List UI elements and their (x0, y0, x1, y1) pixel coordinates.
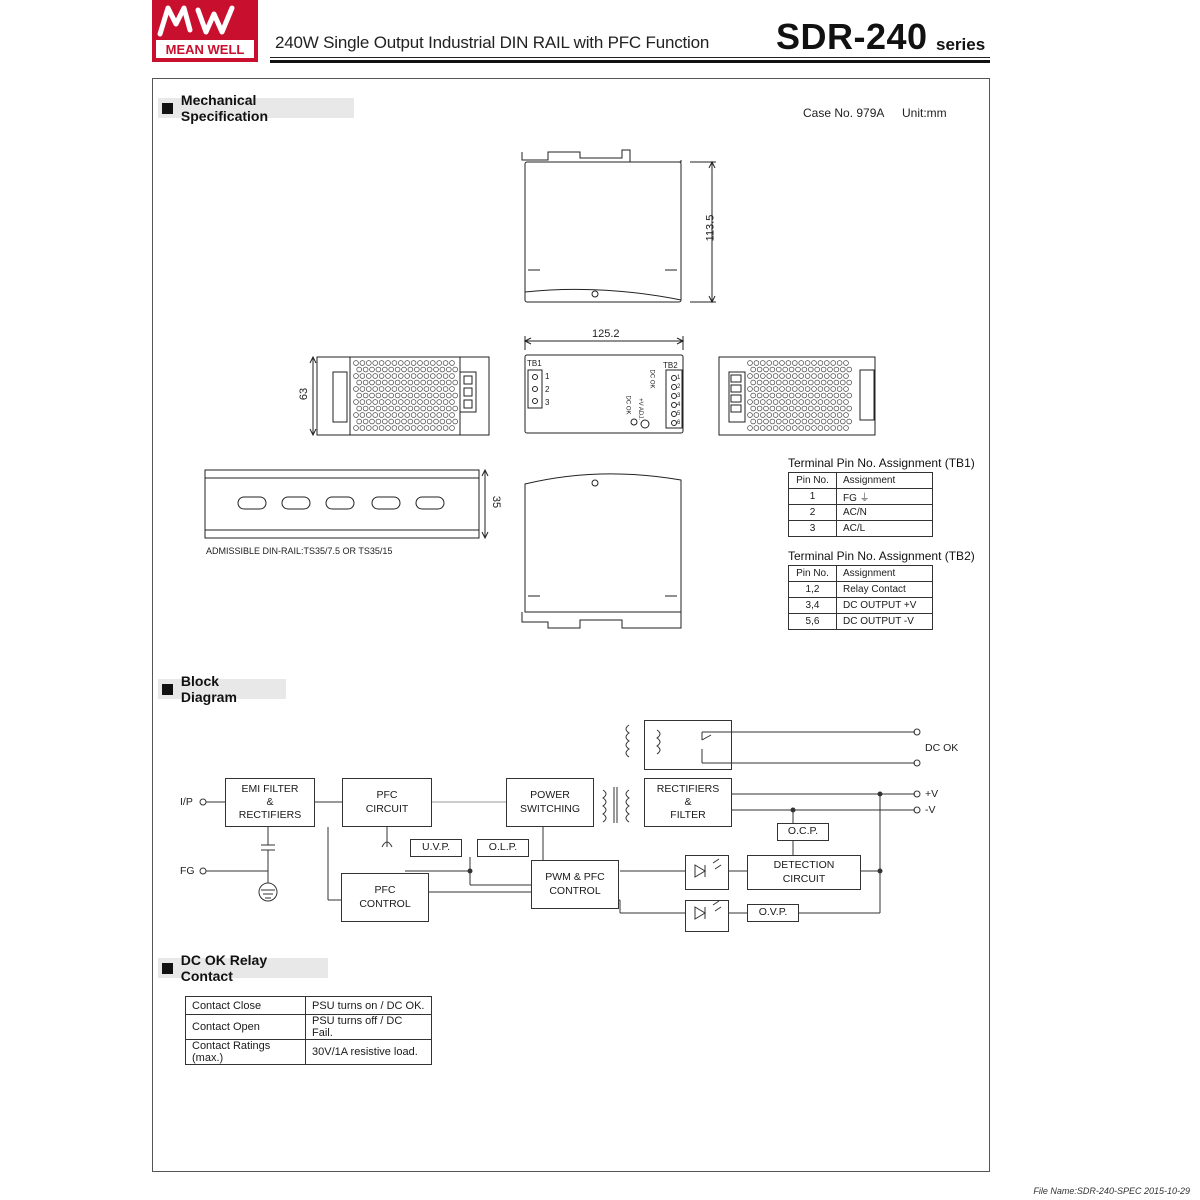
relay-section-heading: DC OK Relay Contact (158, 958, 328, 978)
tb2-header-assign: Assignment (837, 566, 933, 582)
input-label: I/P (180, 796, 193, 808)
relay-description: PSU turns on / DC OK. (306, 997, 432, 1015)
tb1-pin-2: 2 (545, 385, 550, 394)
relay-condition: Contact Ratings (max.) (186, 1040, 306, 1065)
mechanical-section-heading: Mechanical Specification (158, 98, 354, 118)
olp-block: O.L.P. (477, 839, 529, 857)
ovp-block: O.V.P. (747, 904, 799, 922)
table-row (789, 473, 933, 489)
relay-description: PSU turns off / DC Fail. (306, 1015, 432, 1040)
tb1-pin-1: 1 (545, 372, 550, 381)
table-row (789, 521, 933, 537)
minus-v-label: -V (925, 804, 936, 816)
tb2-table (788, 565, 933, 630)
table-row (789, 505, 933, 521)
model-title: SDR-240 (776, 16, 928, 57)
optocoupler-2 (685, 900, 729, 932)
tb1-assign-cell: AC/L (837, 521, 933, 537)
tb2-pin-cell: 1,2 (789, 582, 837, 598)
dim-width: 125.2 (592, 328, 620, 340)
tb2-assign-cell: Relay Contact (837, 582, 933, 598)
dim-depth: 63 (298, 387, 311, 401)
tb2-label: TB2 (663, 361, 678, 370)
unit-label: Unit:mm (902, 106, 947, 120)
ocp-block: O.C.P. (777, 823, 829, 841)
tb1-pin-cell: 2 (789, 505, 837, 521)
tb1-title: Terminal Pin No. Assignment (TB1) (788, 456, 975, 470)
tb1-assign-cell: FG ⏚ (837, 489, 933, 505)
table-row (186, 1015, 432, 1040)
power-switching-block: POWER SWITCHING (506, 778, 594, 827)
tb2-assign-cell: DC OUTPUT -V (837, 614, 933, 630)
dc-ok-led-label: DC OK (624, 395, 631, 415)
svg-text:MEAN WELL: MEAN WELL (165, 42, 245, 57)
plus-v-label: +V (925, 788, 939, 800)
rectifiers-filter-block: RECTIFIERS & FILTER (644, 778, 732, 827)
block-diagram-heading: Block Diagram (158, 679, 286, 699)
relay-table (185, 996, 432, 1065)
relay-description: 30V/1A resistive load. (306, 1040, 432, 1065)
pfc-circuit-block: PFC CIRCUIT (342, 778, 432, 827)
tb2-pin-1: 1 (677, 375, 681, 381)
tb2-pin-4: 4 (677, 402, 681, 408)
pfc-control-block: PFC CONTROL (341, 873, 429, 922)
tb2-pin-3: 3 (677, 393, 681, 399)
fg-label: FG (180, 865, 195, 877)
tb2-pin-cell: 5,6 (789, 614, 837, 630)
optocoupler-1 (685, 855, 729, 890)
dc-ok-output-label: DC OK (925, 742, 959, 754)
dc-ok-terminal-label: DC OK (648, 369, 655, 389)
relay-condition: Contact Close (186, 997, 306, 1015)
tb1-pin-cell: 3 (789, 521, 837, 537)
series-label: series (936, 35, 986, 54)
table-row (186, 997, 432, 1015)
tb1-label: TB1 (527, 359, 542, 368)
tb2-assign-cell: DC OUTPUT +V (837, 598, 933, 614)
tb2-pin-cell: 3,4 (789, 598, 837, 614)
vent-holes (354, 361, 852, 431)
tb1-pin-3: 3 (545, 398, 550, 407)
table-row (186, 1040, 432, 1065)
din-rail-note: ADMISSIBLE DIN-RAIL:TS35/7.5 OR TS35/15 (206, 546, 393, 556)
relay-condition: Contact Open (186, 1015, 306, 1040)
tb2-header-pin: Pin No. (789, 566, 837, 582)
tb1-header-assign: Assignment (837, 473, 933, 489)
tb2-pin-2: 2 (677, 384, 681, 390)
tb1-assign-cell: AC/N (837, 505, 933, 521)
page-subtitle: 240W Single Output Industrial DIN RAIL with PFC Function (275, 33, 710, 52)
table-row (789, 566, 933, 582)
table-row (789, 489, 933, 505)
dim-height: 113.5 (704, 214, 717, 242)
table-row (789, 598, 933, 614)
tb1-pin-cell: 1 (789, 489, 837, 505)
dim-rail: 35 (490, 495, 503, 509)
tb2-pin-5: 5 (677, 411, 681, 417)
file-name-footer: File Name:SDR-240-SPEC 2015-10-29 (1033, 1186, 1190, 1196)
tb1-header-pin: Pin No. (789, 473, 837, 489)
pwm-pfc-control-block: PWM & PFC CONTROL (531, 860, 619, 909)
detection-circuit-block: DETECTION CIRCUIT (747, 855, 861, 890)
case-number: Case No. 979A (803, 106, 885, 120)
tb2-pin-6: 6 (677, 420, 681, 426)
uvp-block: U.V.P. (410, 839, 462, 857)
table-row (789, 614, 933, 630)
table-row (789, 582, 933, 598)
block-diagram (165, 705, 985, 950)
emi-filter-block: EMI FILTER & RECTIFIERS (225, 778, 315, 827)
tb1-table (788, 472, 933, 537)
v-adj-label: +V ADJ. (636, 398, 643, 420)
relay-block (644, 720, 732, 770)
tb2-title: Terminal Pin No. Assignment (TB2) (788, 549, 975, 563)
